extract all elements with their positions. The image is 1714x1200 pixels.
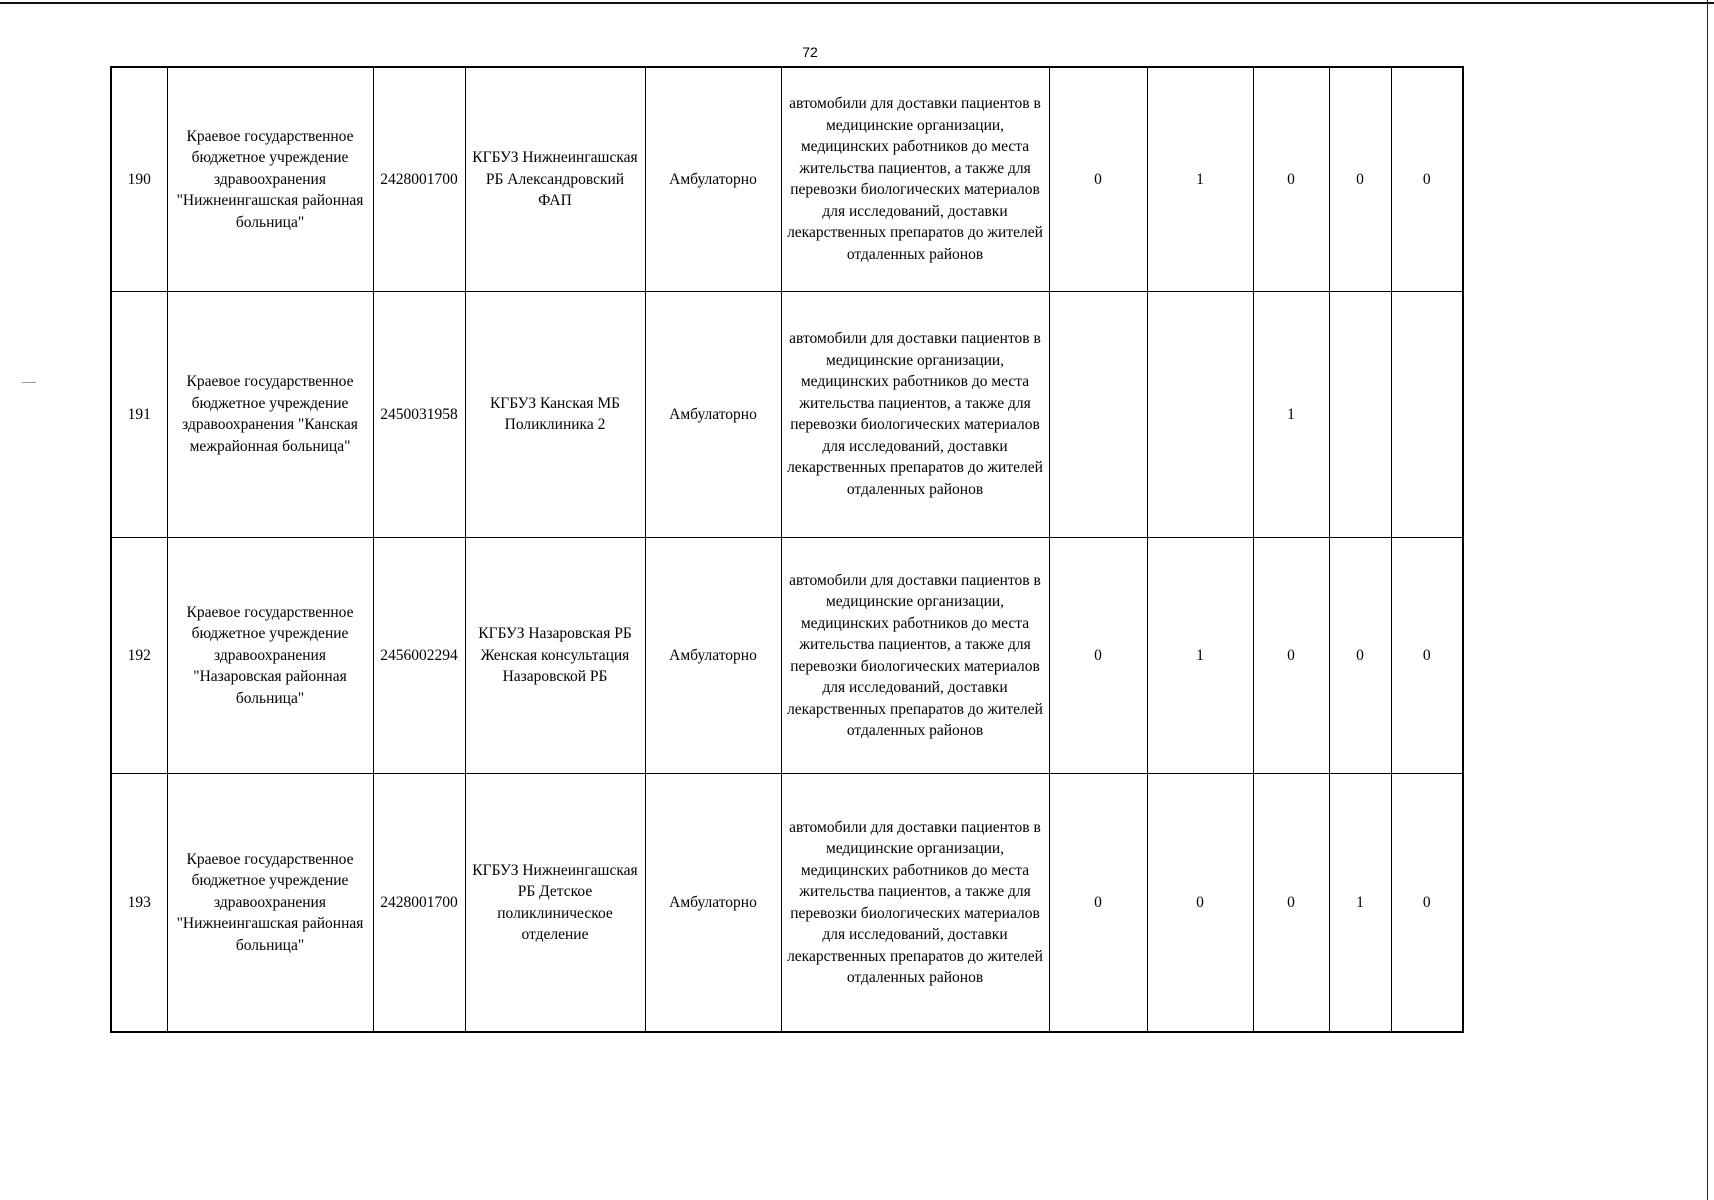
unit-name: КГБУЗ Нижнеингашская РБ Детское поликлиническое отделение bbox=[465, 774, 645, 1032]
institution-name: Краевое государственное бюджетное учреждение здравоохранения "Нижнеингашская районная больница" bbox=[167, 67, 373, 291]
value-cell: 0 bbox=[1391, 774, 1463, 1032]
row-number: 190 bbox=[111, 67, 167, 291]
table-row bbox=[111, 537, 1463, 773]
institution-code: 2428001700 bbox=[373, 67, 465, 291]
value-cell: 1 bbox=[1147, 67, 1253, 291]
vehicle-purpose: автомобили для доставки пациентов в медицинские организации, медицинских работников до места жительства пациентов, а также для перевозки биологических материалов для исследований, доставки лекарственных препаратов до жителей отдаленных районов bbox=[781, 774, 1049, 1032]
institution-code: 2456002294 bbox=[373, 537, 465, 773]
value-cell bbox=[1147, 291, 1253, 537]
institution-code: 2428001700 bbox=[373, 774, 465, 1032]
scan-border-right bbox=[1707, 0, 1708, 1200]
value-cell: 1 bbox=[1329, 774, 1391, 1032]
value-cell bbox=[1049, 291, 1147, 537]
care-type: Амбулаторно bbox=[645, 537, 781, 773]
value-cell: 1 bbox=[1253, 291, 1329, 537]
unit-name: КГБУЗ Назаровская РБ Женская консультация Назаровской РБ bbox=[465, 537, 645, 773]
value-cell bbox=[1391, 291, 1463, 537]
unit-name: КГБУЗ Нижнеингашская РБ Александровский ФАП bbox=[465, 67, 645, 291]
value-cell: 0 bbox=[1253, 67, 1329, 291]
institution-name: Краевое государственное бюджетное учреждение здравоохранения "Назаровская районная больница" bbox=[167, 537, 373, 773]
scan-margin-mark bbox=[22, 382, 36, 383]
value-cell bbox=[1329, 291, 1391, 537]
institution-name: Краевое государственное бюджетное учреждение здравоохранения "Канская межрайонная больница" bbox=[167, 291, 373, 537]
vehicle-allocation-table bbox=[110, 66, 1464, 1033]
care-type: Амбулаторно bbox=[645, 291, 781, 537]
vehicle-purpose: автомобили для доставки пациентов в медицинские организации, медицинских работников до места жительства пациентов, а также для перевозки биологических материалов для исследований, доставки лекарственных препаратов до жителей отдаленных районов bbox=[781, 67, 1049, 291]
table-row bbox=[111, 774, 1463, 1032]
vehicle-purpose: автомобили для доставки пациентов в медицинские организации, медицинских работников до места жительства пациентов, а также для перевозки биологических материалов для исследований, доставки лекарственных препаратов до жителей отдаленных районов bbox=[781, 291, 1049, 537]
value-cell: 0 bbox=[1253, 774, 1329, 1032]
table-row bbox=[111, 67, 1463, 291]
value-cell: 0 bbox=[1049, 537, 1147, 773]
unit-name: КГБУЗ Канская МБ Поликлиника 2 bbox=[465, 291, 645, 537]
care-type: Амбулаторно bbox=[645, 774, 781, 1032]
vehicle-purpose: автомобили для доставки пациентов в медицинские организации, медицинских работников до места жительства пациентов, а также для перевозки биологических материалов для исследований, доставки лекарственных препаратов до жителей отдаленных районов bbox=[781, 537, 1049, 773]
value-cell: 0 bbox=[1049, 774, 1147, 1032]
value-cell: 0 bbox=[1147, 774, 1253, 1032]
value-cell: 0 bbox=[1049, 67, 1147, 291]
table-row bbox=[111, 291, 1463, 537]
value-cell: 1 bbox=[1147, 537, 1253, 773]
value-cell: 0 bbox=[1253, 537, 1329, 773]
care-type: Амбулаторно bbox=[645, 67, 781, 291]
row-number: 193 bbox=[111, 774, 167, 1032]
page-number: 72 bbox=[802, 44, 818, 60]
scan-border-top bbox=[0, 2, 1714, 4]
row-number: 191 bbox=[111, 291, 167, 537]
value-cell: 0 bbox=[1329, 537, 1391, 773]
institution-name: Краевое государственное бюджетное учреждение здравоохранения "Нижнеингашская районная больница" bbox=[167, 774, 373, 1032]
value-cell: 0 bbox=[1391, 537, 1463, 773]
value-cell: 0 bbox=[1391, 67, 1463, 291]
row-number: 192 bbox=[111, 537, 167, 773]
institution-code: 2450031958 bbox=[373, 291, 465, 537]
value-cell: 0 bbox=[1329, 67, 1391, 291]
